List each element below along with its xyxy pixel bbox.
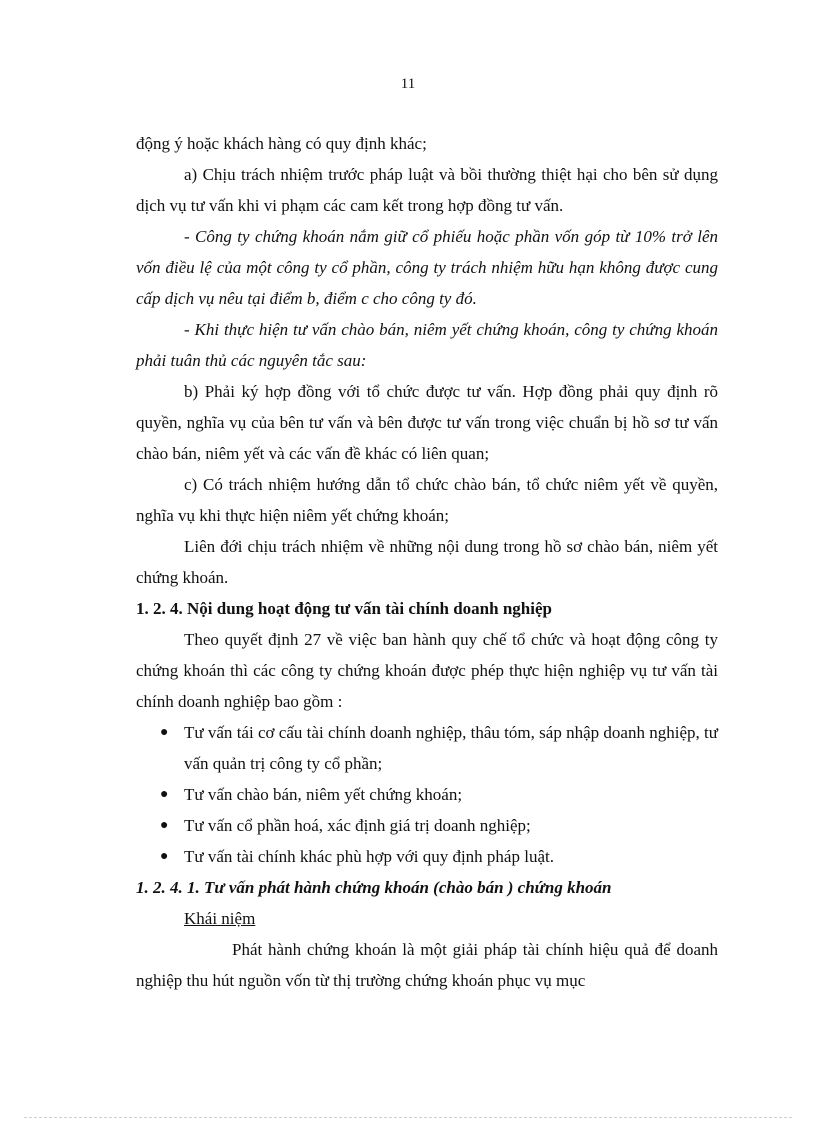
subsection-label: Khái niệm <box>184 909 256 928</box>
paragraph: - Công ty chứng khoán nắm giữ cổ phiếu hoặc phần vốn góp từ 10% trở lên vốn điều lệ của một công ty cổ phần, công ty trách nhiệm hữu hạn không được cung cấp dịch vụ nêu tại điểm b, điểm c cho công ty đó. <box>136 227 718 308</box>
list-item-text: Tư vấn tái cơ cấu tài chính doanh nghiệp, thâu tóm, sáp nhập doanh nghiệp, tư vấn quản trị công ty cổ phần; <box>184 723 718 773</box>
bullet-dot-icon: ● <box>160 818 169 833</box>
bullet-dot-icon: ● <box>160 849 169 864</box>
subsection-heading: 1. 2. 4. 1. Tư vấn phát hành chứng khoán (chào bán ) chứng khoán <box>136 878 612 897</box>
paragraph: động ý hoặc khách hàng có quy định khác; <box>136 134 427 153</box>
paragraph: a) Chịu trách nhiệm trước pháp luật và bồi thường thiệt hại cho bên sử dụng dịch vụ tư vấn khi vi phạm các cam kết trong hợp đồng tư vấn. <box>136 165 718 215</box>
paragraph: Phát hành chứng khoán là một giải pháp tài chính hiệu quả để doanh nghiệp thu hút nguồn vốn từ thị trường chứng khoán phục vụ mục <box>136 940 718 990</box>
section-heading: 1. 2. 4. Nội dung hoạt động tư vấn tài chính doanh nghiệp <box>136 599 552 618</box>
list-item-text: Tư vấn chào bán, niêm yết chứng khoán; <box>184 785 463 804</box>
list-item <box>136 810 718 841</box>
page-number: 11 <box>400 76 416 92</box>
paragraph: Theo quyết định 27 về việc ban hành quy chế tổ chức và hoạt động công ty chứng khoán thì các công ty chứng khoán được phép thực hiện nghiệp vụ tư vấn tài chính doanh nghiệp bao gồm : <box>136 630 718 711</box>
bullet-dot-icon: ● <box>160 787 169 802</box>
page-bottom-divider <box>24 1117 792 1118</box>
list-item <box>136 841 718 872</box>
list-item-text: Tư vấn tài chính khác phù hợp với quy định pháp luật. <box>184 847 554 866</box>
paragraph: b) Phải ký hợp đồng với tổ chức được tư vấn. Hợp đồng phải quy định rõ quyền, nghĩa vụ của bên tư vấn và bên được tư vấn trong việc chuẩn bị hồ sơ tư vấn chào bán, niêm yết và các vấn đề khác có liên quan; <box>136 382 718 463</box>
document-body <box>136 128 718 996</box>
bullet-list <box>136 717 718 872</box>
paragraph: - Khi thực hiện tư vấn chào bán, niêm yết chứng khoán, công ty chứng khoán phải tuân thủ các nguyên tắc sau: <box>136 320 718 370</box>
list-item <box>136 779 718 810</box>
list-item-text: Tư vấn cổ phần hoá, xác định giá trị doanh nghiệp; <box>184 816 531 835</box>
paragraph: c) Có trách nhiệm hướng dẫn tổ chức chào bán, tổ chức niêm yết về quyền, nghĩa vụ khi thực hiện niêm yết chứng khoán; <box>136 475 718 525</box>
bullet-dot-icon: ● <box>160 725 169 740</box>
paragraph: Liên đới chịu trách nhiệm về những nội dung trong hồ sơ chào bán, niêm yết chứng khoán. <box>136 537 718 587</box>
list-item <box>136 717 718 779</box>
